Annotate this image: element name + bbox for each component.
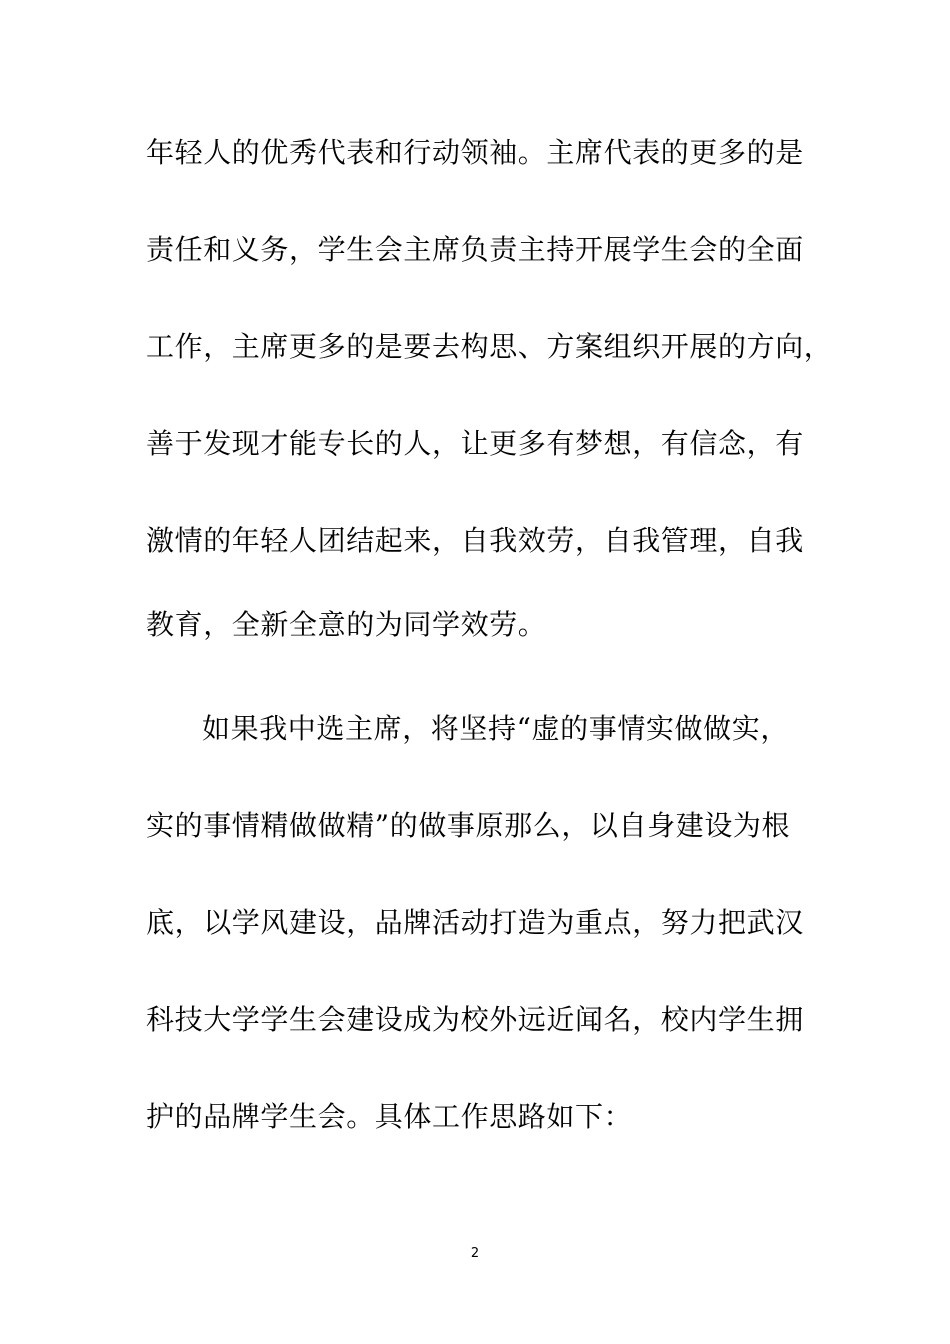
text-line: 激情的年轻人团结起来，自我效劳，自我管理，自我 (146, 524, 804, 557)
text-line: 实的事情精做做精”的做事原那么，以自身建设为根 (146, 809, 791, 842)
text-line: 护的品牌学生会。具体工作思路如下： (146, 1100, 633, 1133)
text-line: 工作，主席更多的是要去构思、方案组织开展的方向， (146, 330, 833, 363)
text-line: 善于发现才能专长的人，让更多有梦想，有信念，有 (146, 427, 804, 460)
text-line: 年轻人的优秀代表和行动领袖。主席代表的更多的是 (146, 136, 804, 169)
paragraph-first-line: 如果我中选主席，将坚持“虚的事情实做做实， (202, 712, 789, 745)
text-line: 教育，全新全意的为同学效劳。 (146, 608, 547, 641)
text-line: 底，以学风建设，品牌活动打造为重点，努力把武汉 (146, 906, 804, 939)
text-line: 责任和义务，学生会主席负责主持开展学生会的全面 (146, 233, 804, 266)
text-line: 科技大学学生会建设成为校外远近闻名，校内学生拥 (146, 1003, 804, 1036)
page-number: 2 (470, 1246, 480, 1261)
